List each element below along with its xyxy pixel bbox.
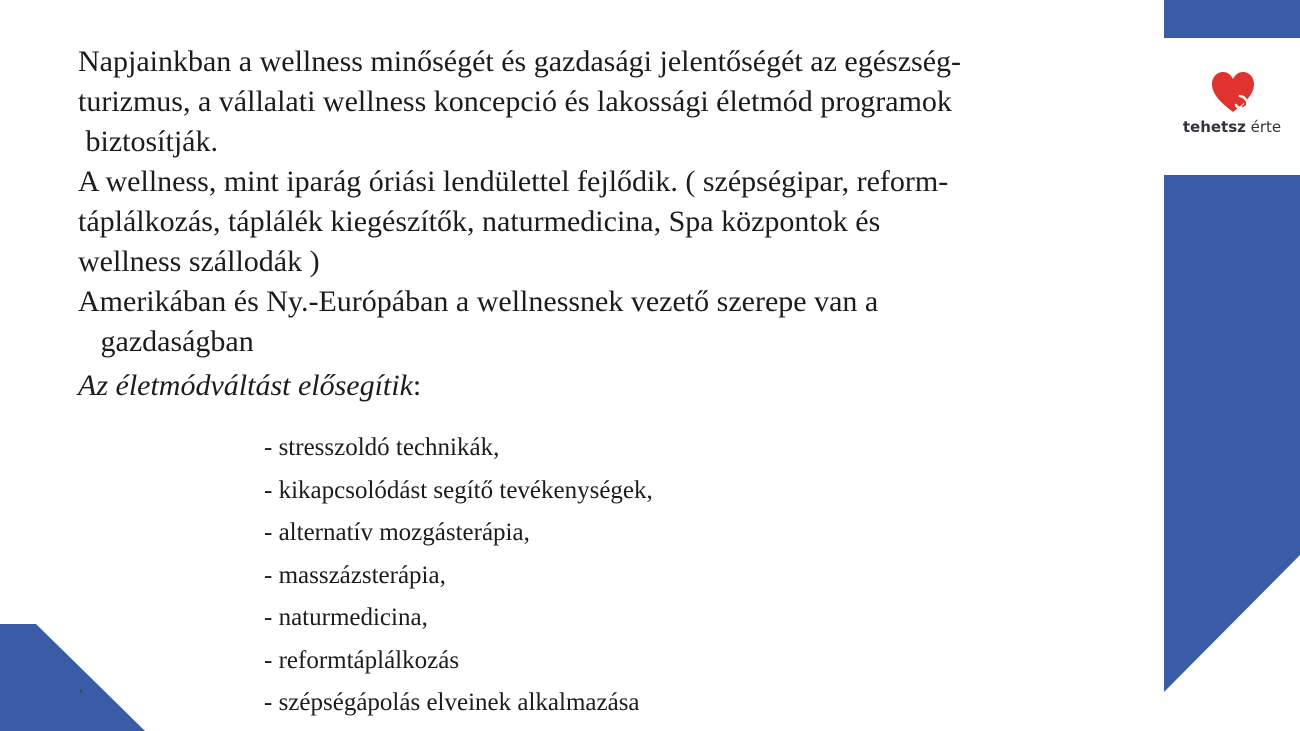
stray-comma-mark: , [79, 680, 83, 695]
logo-text-regular: érte [1245, 118, 1282, 136]
paragraph-3-line-1: Amerikában és Ny.-Európában a wellnessnek vezető szerepe van a [78, 285, 879, 318]
bottom-left-accent-triangle [0, 624, 145, 731]
paragraph-2 [78, 162, 1078, 282]
main-text-block [78, 42, 1078, 406]
heart-logo-icon [1210, 70, 1256, 116]
paragraph-1-line-2: turizmus, a vállalati wellness koncepció és lakossági életmód programok [78, 85, 952, 118]
list-item: - alternatív mozgásterápia, [264, 519, 530, 546]
bullet-list [264, 427, 653, 725]
right-accent-shape [1164, 175, 1300, 692]
subheading-italic: Az életmódváltást elősegítik [78, 369, 413, 402]
tehetsz-erte-logo [1168, 64, 1296, 154]
list-item: - naturmedicina, [264, 604, 428, 631]
subheading-colon: : [412, 369, 422, 402]
subheading [78, 366, 1078, 406]
list-item: - szépségápolás elveinek alkalmazása [264, 689, 640, 716]
list-item: - stresszoldó technikák, [264, 434, 500, 461]
list-item: - reformtáplálkozás [264, 646, 460, 674]
paragraph-1-line-1: Napjainkban a wellness minőségét és gazdasági jelentőségét az egészség- [78, 45, 961, 78]
paragraph-3 [78, 282, 1078, 362]
paragraph-1 [78, 42, 1078, 162]
list-item: - kikapcsolódást segítő tevékenységek, [264, 476, 653, 504]
paragraph-3-line-2: gazdaságban [78, 325, 254, 358]
top-right-accent-bar [1164, 0, 1300, 38]
paragraph-2-line-2: táplálkozás, táplálék kiegészítők, naturmedicina, Spa központok és [78, 205, 881, 238]
paragraph-2-line-1: A wellness, mint iparág óriási lendülettel fejlődik. ( szépségipar, reform- [78, 165, 949, 198]
logo-text-bold: tehetsz [1182, 118, 1246, 136]
paragraph-1-line-3: biztosítják. [78, 125, 218, 158]
paragraph-2-line-3: wellness szállodák ) [78, 245, 320, 278]
logo-text [1168, 118, 1296, 136]
list-item: - masszázsterápia, [264, 561, 446, 589]
